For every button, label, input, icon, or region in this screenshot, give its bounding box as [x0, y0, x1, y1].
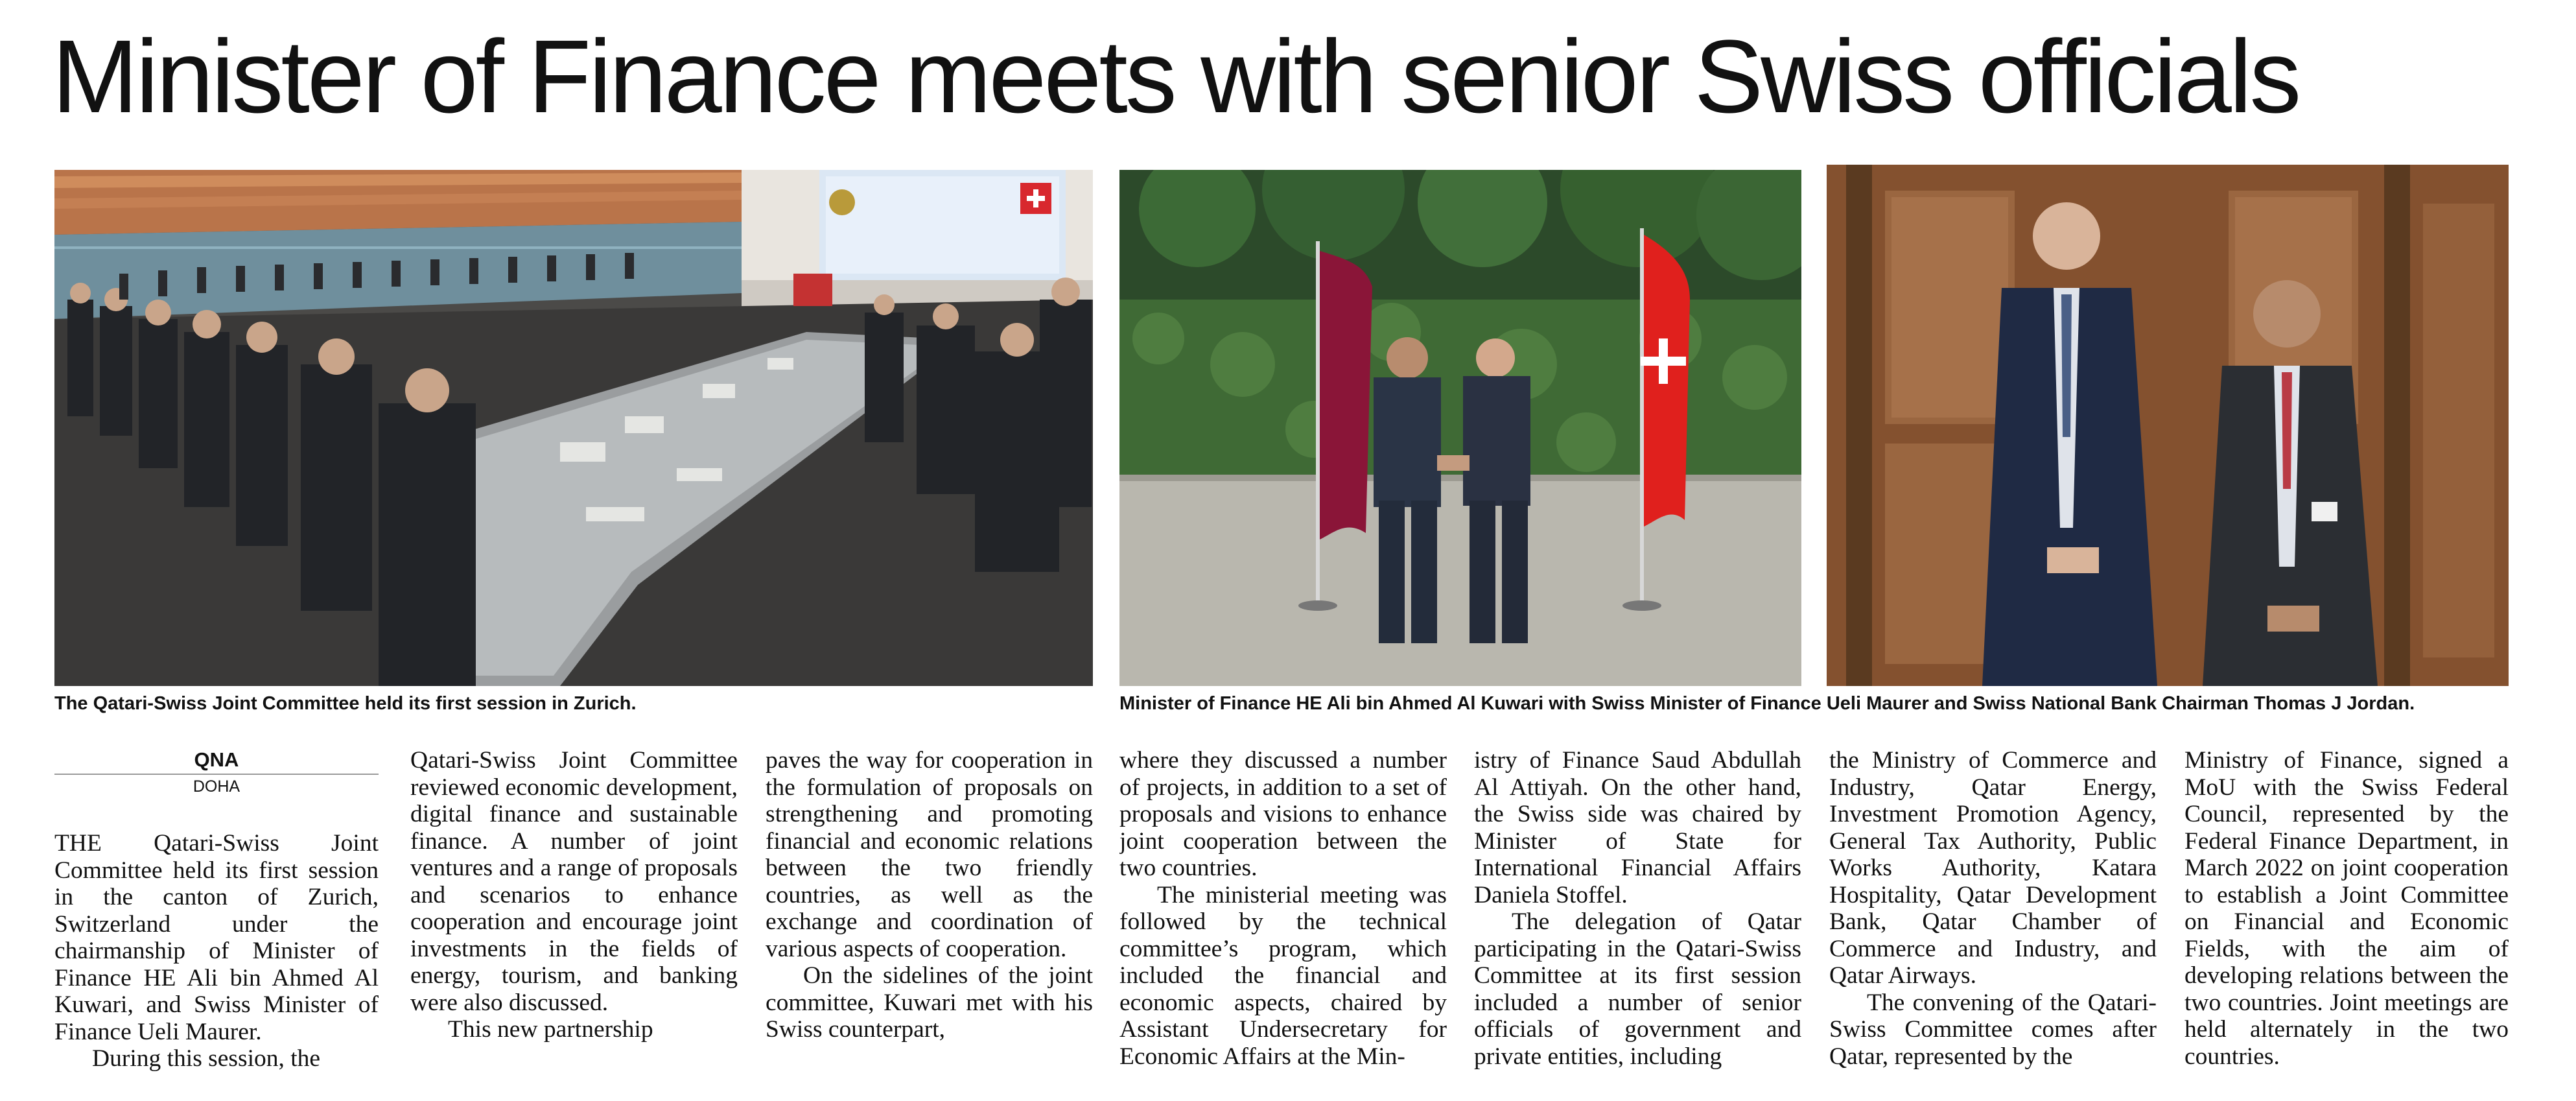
headline: Minister of Finance meets with senior Swiss officials	[52, 18, 2299, 134]
dateline: DOHA	[193, 777, 240, 796]
article-column-4	[1119, 747, 1447, 1101]
article-paragraph: istry of Finance Saud Abdullah Al Attiyah. On the other hand, the Swiss side was chaired by Minister of State for International Financial Affairs Daniela Stoffel.	[1474, 747, 1801, 908]
article-column-5	[1474, 747, 1801, 1101]
conference-photo-caption: The Qatari-Swiss Joint Committee held its first session in Zurich.	[54, 693, 637, 714]
byline	[54, 748, 379, 798]
article-paragraph: paves the way for cooperation in the formulation of proposals on strengthening and promoting financial and economic relations between the two friendly countries, as well as the exchange and coordination of various aspects of cooperation.	[766, 747, 1093, 962]
article-paragraph: Ministry of Finance, signed a MoU with the Swiss Federal Council, represented by the Federal Finance Department, in March 2022 on joint cooperation to establish a Joint Committee on Financial and Economic Fields, with the aim of developing relations between the two countries. Joint meetings are held alternately in the two countries.	[2184, 747, 2509, 1070]
article-column-3	[766, 747, 1093, 1101]
article-paragraph: the Ministry of Commerce and Industry, Qatar Energy, Investment Promotion Agency, General Tax Authority, Public Works Authority, Katara Hospitality, Qatar Development Bank, Qatar Chamber of Commerce and Industry, and Qatar Airways.	[1829, 747, 2157, 989]
article-paragraph: Qatari-Swiss Joint Committee reviewed economic development, digital finance and sustainable finance. A number of joint ventures and a range of proposals and scenarios to enhance cooperation and encourage joint investments in the fields of energy, tourism, and banking were also discussed.	[410, 747, 738, 1016]
article-column-6	[1829, 747, 2157, 1101]
officials-photo	[1827, 165, 2509, 686]
article-column-7	[2184, 747, 2509, 1101]
article-paragraph: This new partnership	[448, 1016, 653, 1043]
article-column-1	[54, 830, 379, 1101]
article-paragraph: where they discussed a number of projects, in addition to a set of proposals and visions to enhance joint cooperation between the two countries.	[1119, 747, 1447, 881]
article-paragraph: THE Qatari-Swiss Joint Committee held its first session in the canton of Zurich, Switzerland under the chairmanship of Minister of Finance HE Ali bin Ahmed Al Kuwari, and Swiss Minister of Finance Ueli Maurer.	[54, 830, 379, 1045]
agency-name: QNA	[54, 748, 379, 775]
article-paragraph: The delegation of Qatar participating in the Qatari-Swiss Committee at its first session included a number of senior officials of government and private entities, including	[1474, 908, 1801, 1070]
article-paragraph: The convening of the Qatari-Swiss Committee comes after Qatar, represented by the	[1829, 989, 2157, 1070]
handshake-photo-caption: Minister of Finance HE Ali bin Ahmed Al Kuwari with Swiss Minister of Finance Ueli Maurer and Swiss National Bank Chairman Thomas J Jordan.	[1119, 693, 2415, 714]
article-paragraph: On the sidelines of the joint committee, Kuwari met with his Swiss counterpart,	[766, 962, 1093, 1043]
article-column-2	[410, 747, 738, 1101]
handshake-photo	[1119, 170, 1801, 686]
article-paragraph: During this session, the	[92, 1045, 321, 1072]
article-paragraph: The ministerial meeting was followed by the technical committee’s program, which included the financial and economic aspects, chaired by Assistant Undersecretary for Economic Affairs at the Min-	[1119, 881, 1447, 1070]
conference-room-photo	[54, 170, 1093, 686]
